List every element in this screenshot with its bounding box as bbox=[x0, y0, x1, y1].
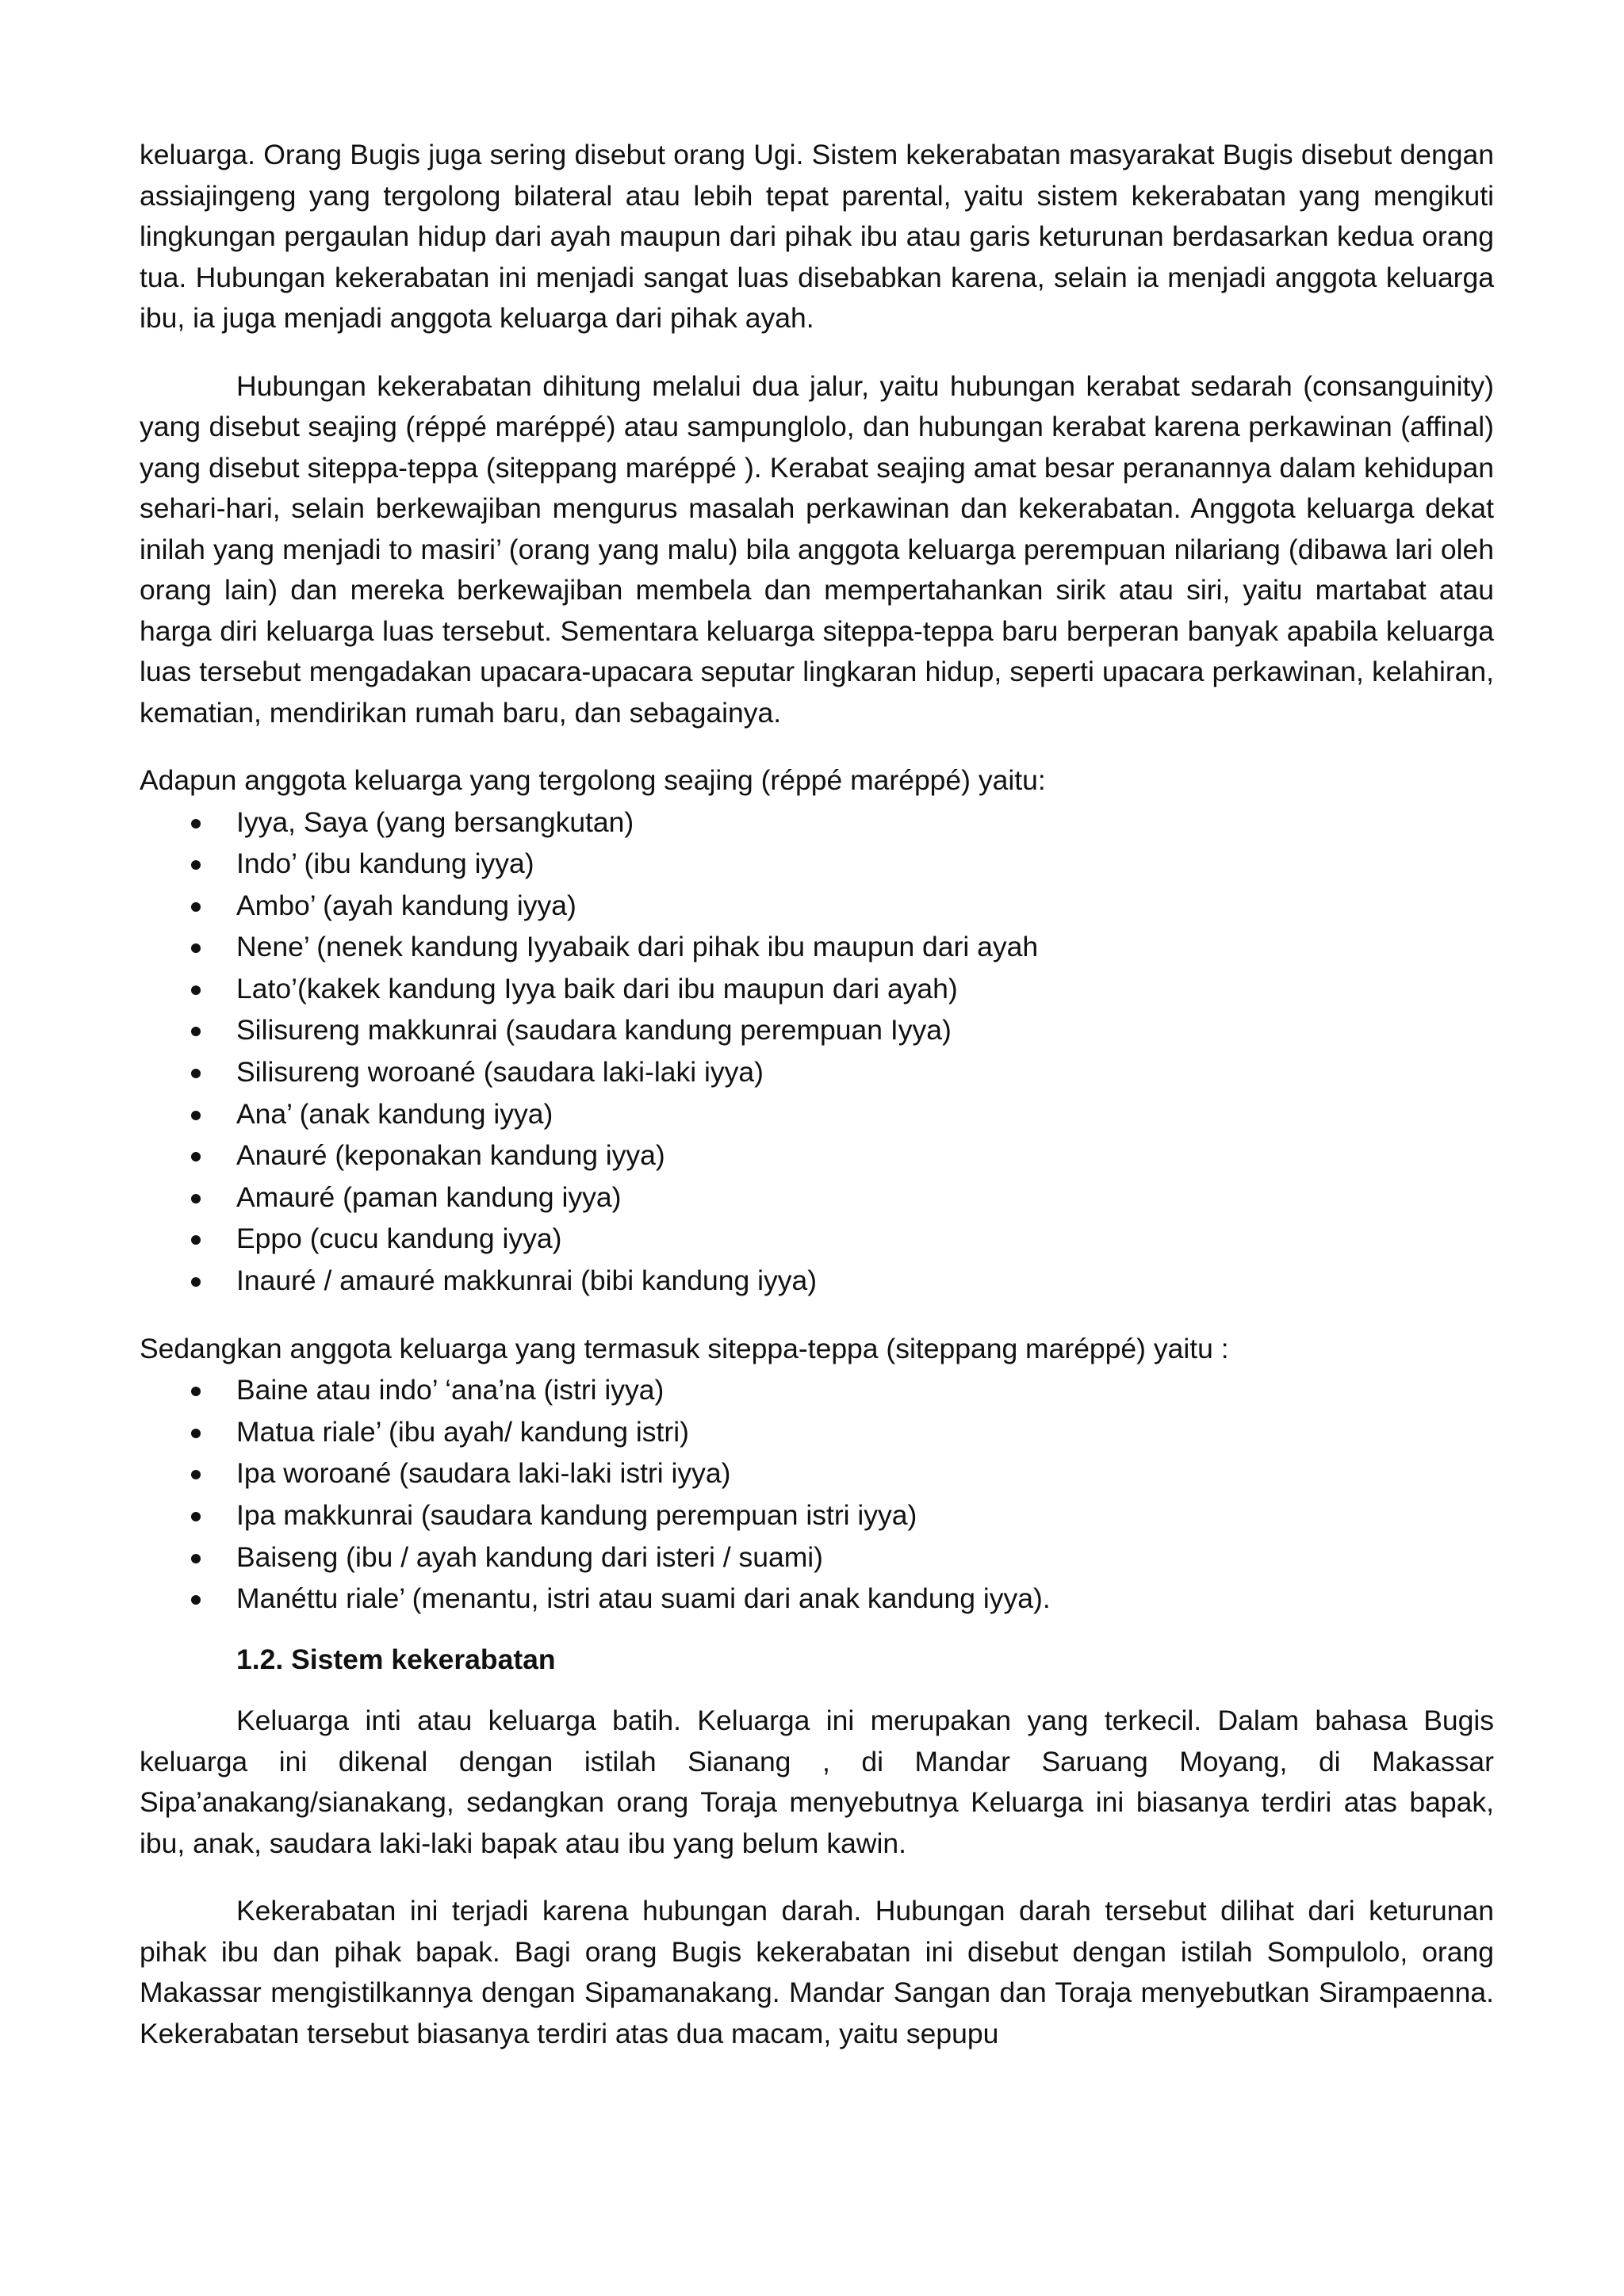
section-heading: 1.2. Sistem kekerabatan bbox=[236, 1643, 556, 1675]
list-item: Amauré (paman kandung iyya) bbox=[140, 1177, 1494, 1219]
list-item: Baiseng (ibu / ayah kandung dari isteri / suami) bbox=[140, 1536, 1494, 1578]
list-item: Silisureng makkunrai (saudara kandung perempuan Iyya) bbox=[140, 1009, 1494, 1051]
list-item: Anauré (keponakan kandung iyya) bbox=[140, 1135, 1494, 1177]
siteppa-list bbox=[140, 1369, 1494, 1620]
list-item: Ipa makkunrai (saudara kandung perempuan istri iyya) bbox=[140, 1494, 1494, 1536]
page-content bbox=[140, 135, 1494, 2054]
paragraph-core-family: Keluarga inti atau keluarga batih. Keluarga ini merupakan yang terkecil. Dalam bahasa Bugis keluarga ini dikenal dengan istilah Sianang , di Mandar Saruang Moyang, di Makassar Sipa’anakang/sianakang, sedangkan orang Toraja menyebutnya Keluarga ini biasanya terdiri atas bapak, ibu, anak, saudara laki-laki bapak atau ibu yang belum kawin. bbox=[140, 1705, 1494, 1859]
list-item: Nene’ (nenek kandung Iyyabaik dari pihak ibu maupun dari ayah bbox=[140, 926, 1494, 968]
list-item: Silisureng woroané (saudara laki-laki iyya) bbox=[140, 1051, 1494, 1093]
list-item: Ana’ (anak kandung iyya) bbox=[140, 1093, 1494, 1135]
seajing-list bbox=[140, 802, 1494, 1302]
paragraph-blood-kinship: Kekerabatan ini terjadi karena hubungan darah. Hubungan darah tersebut dilihat dari keturunan pihak ibu dan pihak bapak. Bagi orang Bugis kekerabatan ini disebut dengan istilah Sompulolo, orang Makassar mengistilkannya dengan Sipamanakang. Mandar Sangan dan Toraja menyebutkan Sirampaenna. Kekerabatan tersebut biasanya terdiri atas dua macam, yaitu sepupu bbox=[140, 1895, 1494, 2049]
list-item: Manéttu riale’ (menantu, istri atau suami dari anak kandung iyya). bbox=[140, 1578, 1494, 1620]
paragraph-kinship-lines: Hubungan kekerabatan dihitung melalui dua jalur, yaitu hubungan kerabat sedarah (consanguinity) yang disebut seajing (réppé maréppé) atau sampunglolo, dan hubungan kerabat karena perkawinan (affinal) yang disebut siteppa-teppa (siteppang maréppé ). Kerabat seajing amat besar peranannya dalam kehidupan sehari-hari, selain berkewajiban mengurus masalah perkawinan dan kekerabatan. Anggota keluarga dekat inilah yang menjadi to masiri’ (orang yang malu) bila anggota keluarga perempuan nilariang (dibawa lari oleh orang lain) dan mereka berkewajiban membela dan mempertahankan sirik atau siri, yaitu martabat atau harga diri keluarga luas tersebut. Sementara keluarga siteppa-teppa baru berperan banyak apabila keluarga luas tersebut mengadakan upacara-upacara seputar lingkaran hidup, seperti upacara perkawinan, kelahiran, kematian, mendirikan rumah baru, dan sebagainya. bbox=[140, 369, 1494, 729]
list-item: Ipa woroané (saudara laki-laki istri iyya) bbox=[140, 1452, 1494, 1494]
list-item: Inauré / amauré makkunrai (bibi kandung iyya) bbox=[140, 1260, 1494, 1302]
list-item: Lato’(kakek kandung Iyya baik dari ibu maupun dari ayah) bbox=[140, 968, 1494, 1010]
list-item: Baine atau indo’ ‘ana’na (istri iyya) bbox=[140, 1369, 1494, 1411]
list-item: Iyya, Saya (yang bersangkutan) bbox=[140, 802, 1494, 844]
list-item: Matua riale’ (ibu ayah/ kandung istri) bbox=[140, 1411, 1494, 1453]
list-item: Indo’ (ibu kandung iyya) bbox=[140, 843, 1494, 885]
paragraph-siteppa-intro: Sedangkan anggota keluarga yang termasuk siteppa-teppa (siteppang maréppé) yaitu : bbox=[140, 1332, 1229, 1364]
paragraph-intro: keluarga. Orang Bugis juga sering disebut orang Ugi. Sistem kekerabatan masyarakat Bugis disebut dengan assiajingeng yang tergolong bilateral atau lebih tepat parental, yaitu sistem kekerabatan yang mengikuti lingkungan pergaulan hidup dari ayah maupun dari pihak ibu atau garis keturunan berdasarkan kedua orang tua. Hubungan kekerabatan ini menjadi sangat luas disebabkan karena, selain ia menjadi anggota keluarga ibu, ia juga menjadi anggota keluarga dari pihak ayah. bbox=[140, 139, 1494, 334]
list-item: Eppo (cucu kandung iyya) bbox=[140, 1218, 1494, 1260]
paragraph-seajing-intro: Adapun anggota keluarga yang tergolong seajing (réppé maréppé) yaitu: bbox=[140, 764, 1046, 796]
list-item: Ambo’ (ayah kandung iyya) bbox=[140, 885, 1494, 927]
